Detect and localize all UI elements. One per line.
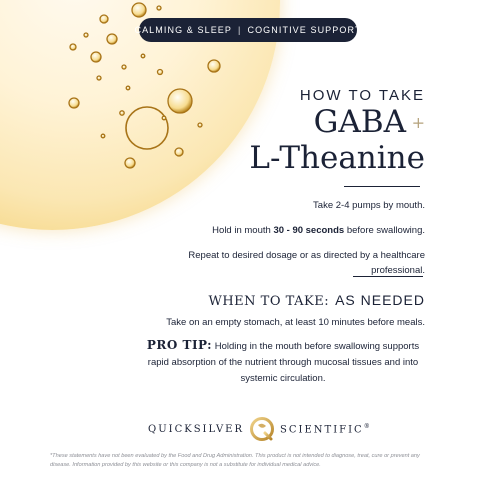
bubble-icon bbox=[126, 86, 130, 90]
bubble-icon bbox=[69, 98, 79, 108]
instruction-step-2-before: Hold in mouth bbox=[212, 225, 274, 236]
quicksilver-logo-icon bbox=[249, 416, 275, 442]
brand-logo bbox=[148, 414, 372, 444]
bubble-icon bbox=[107, 34, 117, 44]
how-to-take-label: HOW TO TAKE bbox=[299, 87, 425, 104]
when-to-take-label: WHEN TO TAKE: bbox=[208, 294, 330, 309]
when-to-take bbox=[208, 292, 425, 309]
bubble-icon bbox=[120, 111, 124, 115]
bubble-icon bbox=[208, 60, 220, 72]
brand-word-left: QUICKSILVER bbox=[148, 423, 245, 435]
bubble-icon bbox=[157, 6, 161, 10]
instruction-step-3: Repeat to desired dosage or as directed by a healthcare professional. bbox=[188, 250, 425, 276]
tag-calming-sleep: CALMING & SLEEP bbox=[134, 25, 233, 35]
divider-middle bbox=[353, 276, 423, 277]
bubble-icon bbox=[158, 70, 163, 75]
bubble-icon bbox=[84, 33, 88, 37]
product-name-theanine: L-Theanine bbox=[249, 140, 425, 176]
plus-sign: + bbox=[411, 113, 425, 132]
tag-cognitive-support: COGNITIVE SUPPORT bbox=[247, 25, 362, 35]
bubble-icon bbox=[70, 44, 76, 50]
bubble-icon bbox=[97, 76, 101, 80]
when-to-take-value: AS NEEDED bbox=[335, 292, 425, 308]
bubble-icon bbox=[162, 116, 166, 120]
bubble-icon bbox=[175, 148, 183, 156]
fda-disclaimer: *These statements have not been evaluated by the Food and Drug Administration. This product is not intended to diagnose, treat, cure or prevent any disease. Information provided by this website or this company is not a substitute for individual medical advice. bbox=[50, 453, 420, 468]
instruction-step-2-after: before swallowing. bbox=[344, 225, 425, 236]
bubble-icon bbox=[101, 134, 105, 138]
tag-separator: | bbox=[238, 25, 242, 35]
pro-tip-label: PRO TIP: bbox=[146, 338, 213, 352]
brand-registered-mark: ® bbox=[363, 422, 372, 430]
brand-word-right bbox=[280, 423, 372, 435]
bubble-icon bbox=[122, 65, 126, 69]
bubble-icon bbox=[100, 15, 108, 23]
dosage-instructions bbox=[135, 198, 425, 278]
bubble-icon bbox=[132, 3, 146, 17]
category-pill bbox=[134, 18, 362, 42]
divider-top bbox=[344, 186, 420, 187]
bubble-icon bbox=[91, 52, 101, 62]
bubble-icon bbox=[126, 107, 168, 149]
bubble-icon bbox=[198, 123, 202, 127]
instruction-step-2-duration: 30 - 90 seconds bbox=[273, 225, 345, 236]
instruction-step-1: Take 2-4 pumps by mouth. bbox=[313, 200, 425, 211]
pro-tip-text: Holding in the mouth before swallowing supports rapid absorption of the nutrient through mucosal tissues and into systemic circulation. bbox=[147, 341, 420, 384]
bubble-icon bbox=[141, 54, 145, 58]
bubble-icon bbox=[125, 158, 135, 168]
bubble-icon bbox=[168, 89, 192, 113]
brand-word-right-text: SCIENTIFIC bbox=[280, 424, 364, 436]
pro-tip bbox=[138, 337, 428, 387]
product-name-gaba: GABA bbox=[313, 104, 406, 140]
instruction-step-2 bbox=[135, 223, 425, 238]
when-to-take-note: Take on an empty stomach, at least 10 minutes before meals. bbox=[166, 317, 425, 328]
